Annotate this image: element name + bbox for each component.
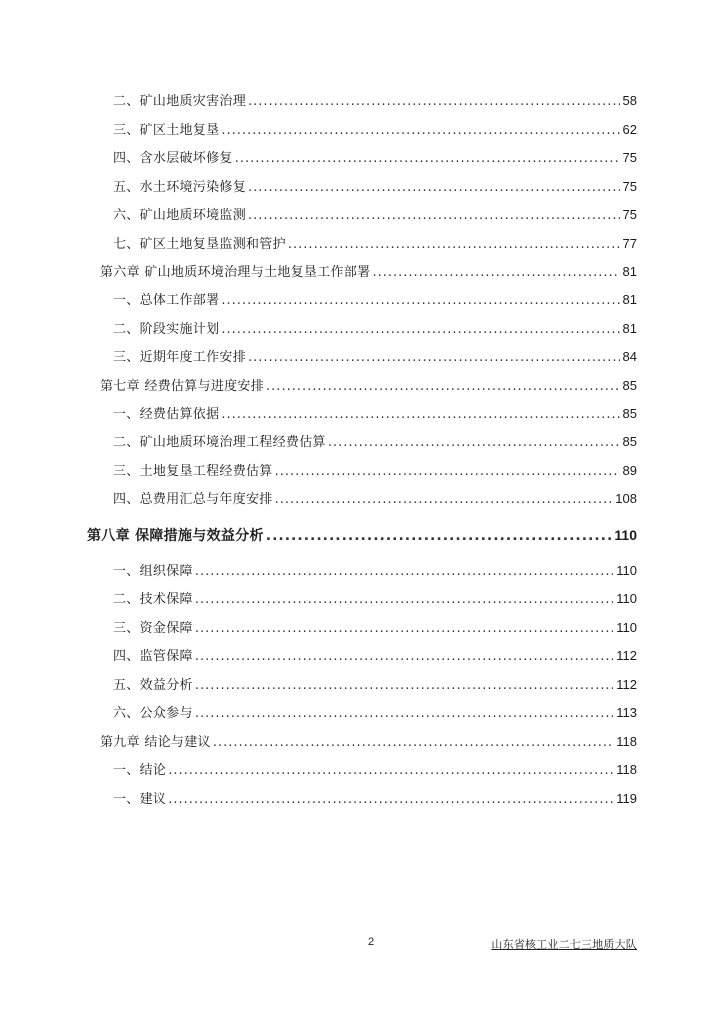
toc-entry[interactable]	[113, 178, 637, 196]
toc-entry[interactable]	[113, 235, 637, 253]
toc-entry-page: 58	[622, 93, 637, 108]
toc-dot-leader	[195, 620, 613, 638]
toc-entry-page: 84	[622, 349, 637, 364]
toc-entry[interactable]	[113, 291, 637, 309]
toc-entry-label: 二、阶段实施计划	[113, 322, 220, 337]
toc-entry-page: 89	[622, 463, 637, 478]
toc-entry-label: 一、总体工作部署	[113, 293, 220, 308]
toc-entry-page: 75	[622, 207, 637, 222]
toc-entry[interactable]	[113, 619, 637, 637]
toc-entry-page: 81	[622, 264, 637, 279]
toc-entry-page: 81	[622, 321, 637, 336]
toc-entry[interactable]	[113, 149, 637, 167]
toc-entry[interactable]	[113, 490, 637, 508]
toc-entry[interactable]	[113, 676, 637, 694]
toc-entry-label: 第八章 保障措施与效益分析	[87, 528, 264, 544]
toc-chapter-entry[interactable]	[100, 377, 637, 395]
toc-entry[interactable]	[113, 647, 637, 665]
toc-entry-label: 第七章 经费估算与进度安排	[100, 379, 265, 394]
toc-entry[interactable]	[113, 320, 637, 338]
toc-entry-page: 110	[616, 620, 637, 635]
toc-entry-page: 112	[616, 648, 637, 663]
toc-entry[interactable]	[113, 704, 637, 722]
toc-dot-leader	[266, 378, 619, 396]
toc-entry[interactable]	[113, 462, 637, 480]
toc-entry-page: 113	[616, 705, 637, 720]
toc-dot-leader	[248, 207, 620, 225]
toc-dot-leader	[195, 677, 613, 695]
toc-entry-page: 85	[622, 406, 637, 421]
toc-entry[interactable]	[113, 206, 637, 224]
toc-entry-label: 二、技术保障	[113, 592, 193, 607]
toc-entry-label: 一、结论	[113, 763, 167, 778]
toc-entry-label: 第六章 矿山地质环境治理与土地复垦工作部署	[100, 265, 371, 280]
toc-entry-label: 一、建议	[113, 792, 167, 807]
toc-entry-label: 六、矿山地质环境监测	[113, 208, 247, 223]
toc-entry-page: 75	[622, 179, 637, 194]
toc-dot-leader	[275, 463, 620, 481]
toc-entry-page: 110	[616, 591, 637, 606]
toc-entry-label: 六、公众参与	[113, 706, 193, 721]
toc-dot-leader	[213, 734, 613, 752]
toc-dot-leader	[248, 93, 620, 111]
toc-entry-label: 二、矿山地质环境治理工程经费估算	[113, 435, 326, 450]
toc-dot-leader	[195, 563, 613, 581]
toc-entry-page: 110	[616, 563, 637, 578]
toc-entry-label: 一、组织保障	[113, 564, 193, 579]
toc-entry-page: 75	[622, 150, 637, 165]
toc-dot-leader	[221, 122, 619, 140]
toc-entry[interactable]	[113, 590, 637, 608]
footer-organization: 山东省核工业二七三地质大队	[491, 938, 637, 951]
toc-chapter-entry[interactable]	[87, 526, 637, 544]
toc-entry-page: 62	[622, 122, 637, 137]
toc-entry-label: 四、监管保障	[113, 649, 193, 664]
toc-dot-leader	[372, 264, 619, 282]
toc-dot-leader	[328, 434, 620, 452]
toc-entry[interactable]	[113, 761, 637, 779]
toc-entry[interactable]	[113, 790, 637, 808]
toc-dot-leader	[195, 705, 613, 723]
toc-dot-leader	[168, 791, 613, 809]
toc-entry-label: 二、矿山地质灾害治理	[113, 94, 247, 109]
toc-dot-leader	[248, 349, 620, 367]
toc-entry-page: 85	[622, 434, 637, 449]
toc-entry-label: 四、含水层破坏修复	[113, 151, 233, 166]
toc-entry[interactable]	[113, 433, 637, 451]
toc-dot-leader	[195, 648, 613, 666]
toc-entry-page: 119	[616, 791, 637, 806]
toc-entry-label: 四、总费用汇总与年度安排	[113, 492, 273, 507]
toc-entry[interactable]	[113, 92, 637, 110]
toc-dot-leader	[221, 321, 619, 339]
toc-chapter-entry[interactable]	[100, 733, 637, 751]
toc-dot-leader	[275, 491, 613, 509]
toc-entry-page: 77	[622, 236, 637, 251]
toc-entry[interactable]	[113, 348, 637, 366]
toc-entry-label: 三、近期年度工作安排	[113, 350, 247, 365]
toc-dot-leader	[168, 762, 613, 780]
toc-dot-leader	[221, 406, 619, 424]
toc-dot-leader	[248, 179, 620, 197]
toc-chapter-entry[interactable]	[100, 263, 637, 281]
toc-entry[interactable]	[113, 405, 637, 423]
toc-entry-page: 108	[615, 491, 637, 506]
footer-page-number: 2	[368, 936, 375, 948]
toc-entry-label: 七、矿区土地复垦监测和管护	[113, 237, 286, 252]
toc-entry-page: 112	[616, 677, 637, 692]
toc-dot-leader	[288, 236, 620, 254]
toc-dot-leader	[266, 527, 612, 545]
toc-entry-label: 三、资金保障	[113, 621, 193, 636]
toc-entry-page: 118	[616, 762, 637, 777]
toc-entry-page: 85	[622, 378, 637, 393]
toc-dot-leader	[221, 292, 619, 310]
toc-entry-page: 110	[614, 527, 637, 543]
toc-entry-label: 第九章 结论与建议	[100, 735, 211, 750]
toc-entry[interactable]	[113, 562, 637, 580]
toc-entry-page: 81	[622, 292, 637, 307]
toc-entry-label: 五、效益分析	[113, 678, 193, 693]
toc-entry-label: 一、经费估算依据	[113, 407, 220, 422]
toc-dot-leader	[195, 591, 613, 609]
toc-entry-label: 五、水土环境污染修复	[113, 180, 247, 195]
toc-entry-label: 三、土地复垦工程经费估算	[113, 464, 273, 479]
toc-dot-leader	[235, 150, 620, 168]
toc-entry-label: 三、矿区土地复垦	[113, 123, 220, 138]
toc-entry-page: 118	[616, 734, 637, 749]
toc-entry[interactable]	[113, 121, 637, 139]
